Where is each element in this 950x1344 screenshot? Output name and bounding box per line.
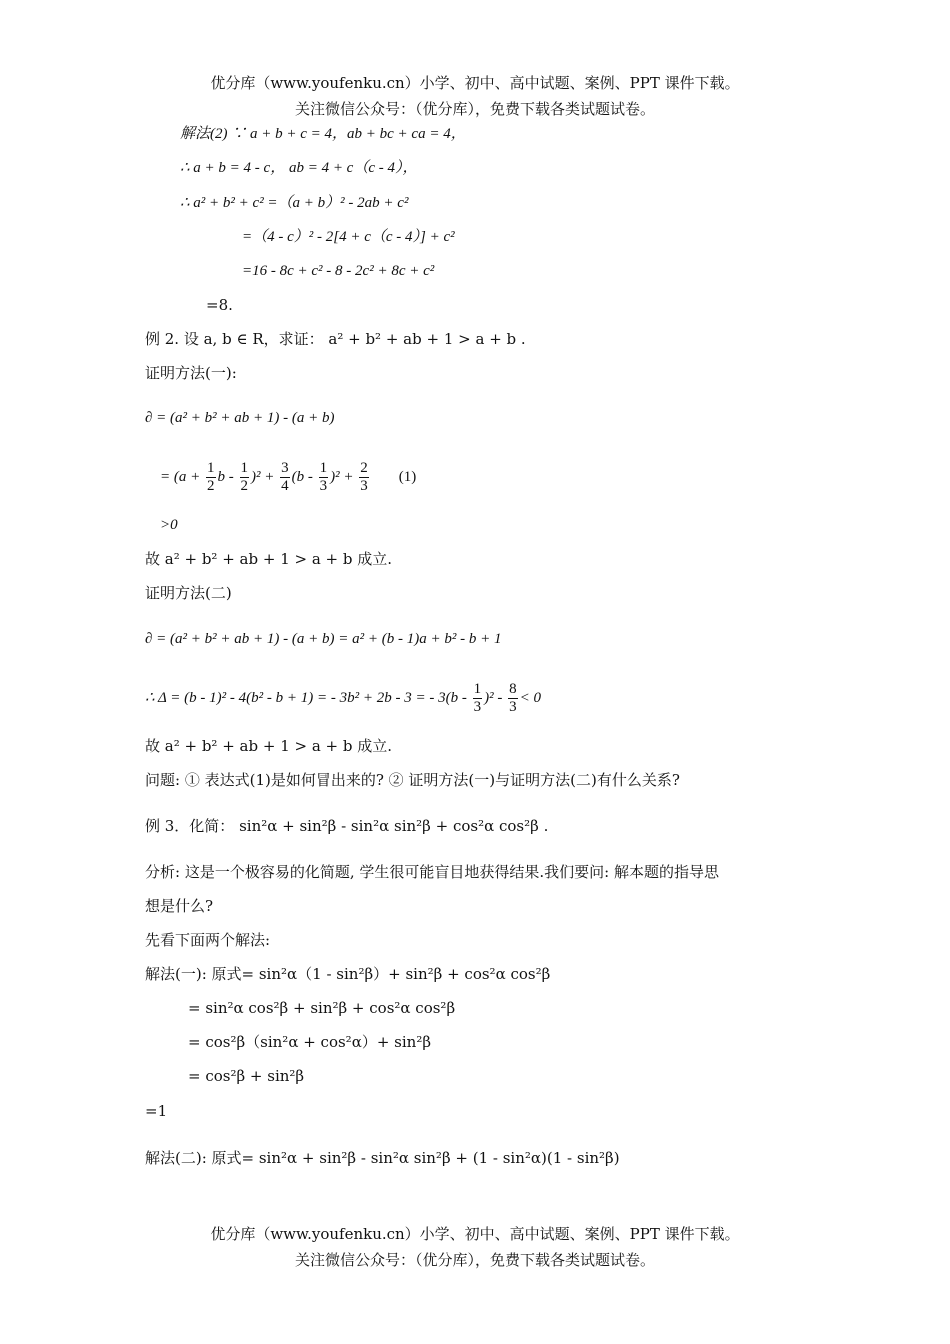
header-line-2: 关注微信公众号：（优分库），免费下载各类试题试卷。 <box>294 100 655 118</box>
numerator: 1 <box>240 460 248 477</box>
proof2-line-2 <box>145 678 541 718</box>
numerator: 1 <box>207 460 215 477</box>
proof1-eq-part-4: (b - <box>291 469 317 485</box>
denominator: 3 <box>473 699 482 716</box>
method2-line-1: 解法(二): 原式= sin²α + sin²β - sin²α sin²β + (1 - sin²α)(1 - sin²β) <box>145 1149 620 1167</box>
numerator: 1 <box>473 681 482 698</box>
footer-line-2: 关注微信公众号：（优分库），免费下载各类试题试卷。 <box>294 1251 655 1269</box>
solution2-line-3: ∴ a² + b² + c² =（a + b）² - 2ab + c² <box>180 195 409 211</box>
proof2-line-1: ∂ = (a² + b² + ab + 1) - (a + b) = a² + (b - 1)a + b² - b + 1 <box>145 631 502 647</box>
numerator: 1 <box>319 460 328 477</box>
proof1-gt-zero: >0 <box>160 517 178 533</box>
method1-line-4: = cos²β + sin²β <box>188 1067 305 1085</box>
solution2-line-4: =（4 - c）² - 2[4 + c（c - 4）] + c² <box>242 229 455 245</box>
fraction-one-half <box>240 460 250 495</box>
conclusion-1: 故 a² + b² + ab + 1 > a + b 成立. <box>145 550 393 568</box>
proof1-equation <box>160 457 416 497</box>
analysis-line-2: 想是什么? <box>145 897 214 915</box>
denominator: 4 <box>281 478 289 495</box>
example3-statement: 例 3．化简： sin²α + sin²β - sin²α sin²β + cos²α cos²β . <box>145 817 549 835</box>
fraction-one-third <box>319 460 329 495</box>
analysis-line-1: 分析: 这是一个极容易的化简题, 学生很可能盲目地获得结果.我们要问: 解本题的指导思 <box>145 863 719 881</box>
numerator: 3 <box>281 460 289 477</box>
proof2-title: 证明方法(二) <box>145 584 232 602</box>
proof2-lt-zero: < 0 <box>519 690 541 706</box>
proof1-eq-part-2: b - <box>217 469 238 485</box>
proof1-eq-part-5: )² + <box>330 469 358 485</box>
proof1-title: 证明方法(一): <box>145 364 237 382</box>
header-line-1: 优分库（www.youfenku.cn）小学、初中、高中试题、案例、PPT 课件下载。 <box>210 74 740 92</box>
method1-line-1: 解法(一): 原式= sin²α（1 - sin²β）+ sin²β + cos²α cos²β <box>145 965 551 983</box>
denominator: 3 <box>509 699 517 716</box>
proof2-line-2-part-1: ∴ Δ = (b - 1)² - 4(b² - b + 1) = - 3b² + 2b - 3 = - 3(b - <box>145 690 471 706</box>
conclusion-2: 故 a² + b² + ab + 1 > a + b 成立. <box>145 737 393 755</box>
method1-line-3: = cos²β（sin²α + cos²α）+ sin²β <box>188 1033 432 1051</box>
proof1-eq-part-1: = (a + <box>160 469 204 485</box>
fraction-one-half <box>206 460 216 495</box>
proof2-line-2-part-2: )² - <box>484 690 507 706</box>
fraction-three-quarters <box>280 460 290 495</box>
denominator: 2 <box>240 478 248 495</box>
numerator: 2 <box>360 460 368 477</box>
method1-line-2: = sin²α cos²β + sin²β + cos²α cos²β <box>188 999 456 1017</box>
question-text: 问题: ① 表达式(1)是如何冒出来的? ② 证明方法(一)与证明方法(二)有什么关系? <box>145 771 680 789</box>
solution2-line-1: 解法(2) ∵ a + b + c = 4，ab + bc + ca = 4， <box>180 126 466 142</box>
solution2-result: =8. <box>206 296 233 314</box>
footer-line-1: 优分库（www.youfenku.cn）小学、初中、高中试题、案例、PPT 课件下载。 <box>210 1225 740 1243</box>
method1-result: =1 <box>145 1102 168 1120</box>
denominator: 3 <box>319 478 328 495</box>
proof1-line-1: ∂ = (a² + b² + ab + 1) - (a + b) <box>145 410 335 426</box>
numerator: 8 <box>509 681 517 698</box>
fraction-one-third <box>473 681 483 716</box>
denominator: 3 <box>360 478 368 495</box>
equation-label: (1) <box>398 469 417 485</box>
fraction-two-thirds <box>359 460 369 495</box>
example2-statement: 例 2. 设 a, b ∈ R，求证： a² + b² + ab + 1 > a + b . <box>145 330 526 348</box>
solution2-line-5: =16 - 8c + c² - 8 - 2c² + 8c + c² <box>242 263 435 279</box>
denominator: 2 <box>207 478 215 495</box>
proof1-eq-part-3: )² + <box>251 469 279 485</box>
intro-text: 先看下面两个解法: <box>145 931 271 949</box>
solution2-line-2: ∴ a + b = 4 - c， ab = 4 + c（c - 4）， <box>180 160 418 176</box>
fraction-eight-thirds <box>508 681 518 716</box>
